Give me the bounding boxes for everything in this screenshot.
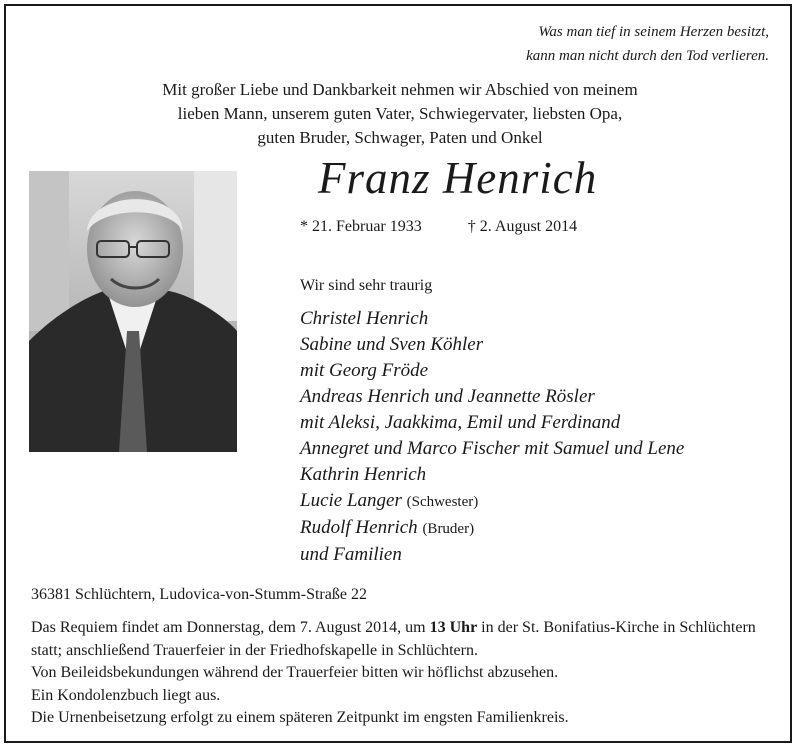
requiem-text-start: Das Requiem findet am Donnerstag, dem 7. August 2014, um bbox=[31, 619, 430, 636]
memorial-quote bbox=[526, 20, 769, 68]
intro-text bbox=[0, 78, 800, 150]
requiem-info bbox=[31, 617, 773, 662]
portrait-photo bbox=[29, 171, 237, 452]
mourners-heading: Wir sind sehr traurig bbox=[300, 277, 433, 294]
quote-line: Was man tief in seinem Herzen besitzt, bbox=[538, 24, 769, 40]
intro-line: lieben Mann, unserem guten Vater, Schwiegervater, liebsten Opa, bbox=[177, 104, 623, 123]
life-dates bbox=[300, 218, 577, 236]
requiem-time: 13 Uhr bbox=[429, 619, 478, 636]
mourner-line: Christel Henrich bbox=[300, 308, 429, 329]
requiem-text-end: in der St. Bonifatius-Kirche in Schlüchtern statt; anschließend Trauerfeier in der Friedhofskapelle in Schlüchtern. bbox=[31, 619, 756, 659]
mourner-line: Annegret und Marco Fischer mit Samuel und Lene bbox=[300, 438, 685, 459]
mourners-list bbox=[300, 306, 684, 568]
mourner-line bbox=[300, 515, 684, 542]
portrait-illustration bbox=[29, 171, 237, 452]
mourner-line: mit Georg Fröde bbox=[300, 360, 429, 381]
mourner-name: Lucie Langer bbox=[300, 490, 402, 511]
service-info bbox=[31, 617, 773, 730]
mourner-line: und Familien bbox=[300, 544, 402, 565]
mourner-line: mit Aleksi, Jaakkima, Emil und Ferdinand bbox=[300, 412, 621, 433]
family-address: 36381 Schlüchtern, Ludovica-von-Stumm-Straße 22 bbox=[31, 586, 367, 603]
mourner-line: Sabine und Sven Köhler bbox=[300, 334, 484, 355]
quote-line: kann man nicht durch den Tod verlieren. bbox=[526, 48, 769, 64]
birth-date: * 21. Februar 1933 bbox=[300, 218, 422, 235]
deceased-name: Franz Henrich bbox=[318, 153, 598, 203]
condolence-note: Von Beileidsbekundungen während der Trauerfeier bitten wir höflichst abzusehen. bbox=[31, 664, 559, 682]
mourner-line: Andreas Henrich und Jeannette Rösler bbox=[300, 386, 595, 407]
burial-note: Die Urnenbeisetzung erfolgt zu einem späteren Zeitpunkt im engsten Familienkreis. bbox=[31, 709, 569, 727]
intro-line: Mit großer Liebe und Dankbarkeit nehmen wir Abschied von meinem bbox=[162, 80, 638, 99]
death-date: † 2. August 2014 bbox=[467, 218, 578, 235]
mourner-name: Rudolf Henrich bbox=[300, 517, 418, 538]
mourner-line: Kathrin Henrich bbox=[300, 464, 427, 485]
condolence-book-note: Ein Kondolenzbuch liegt aus. bbox=[31, 686, 221, 704]
mourner-line bbox=[300, 488, 684, 515]
mourner-relation: (Schwester) bbox=[406, 494, 479, 510]
mourner-relation: (Bruder) bbox=[422, 521, 475, 537]
intro-line: guten Bruder, Schwager, Paten und Onkel bbox=[257, 128, 543, 147]
